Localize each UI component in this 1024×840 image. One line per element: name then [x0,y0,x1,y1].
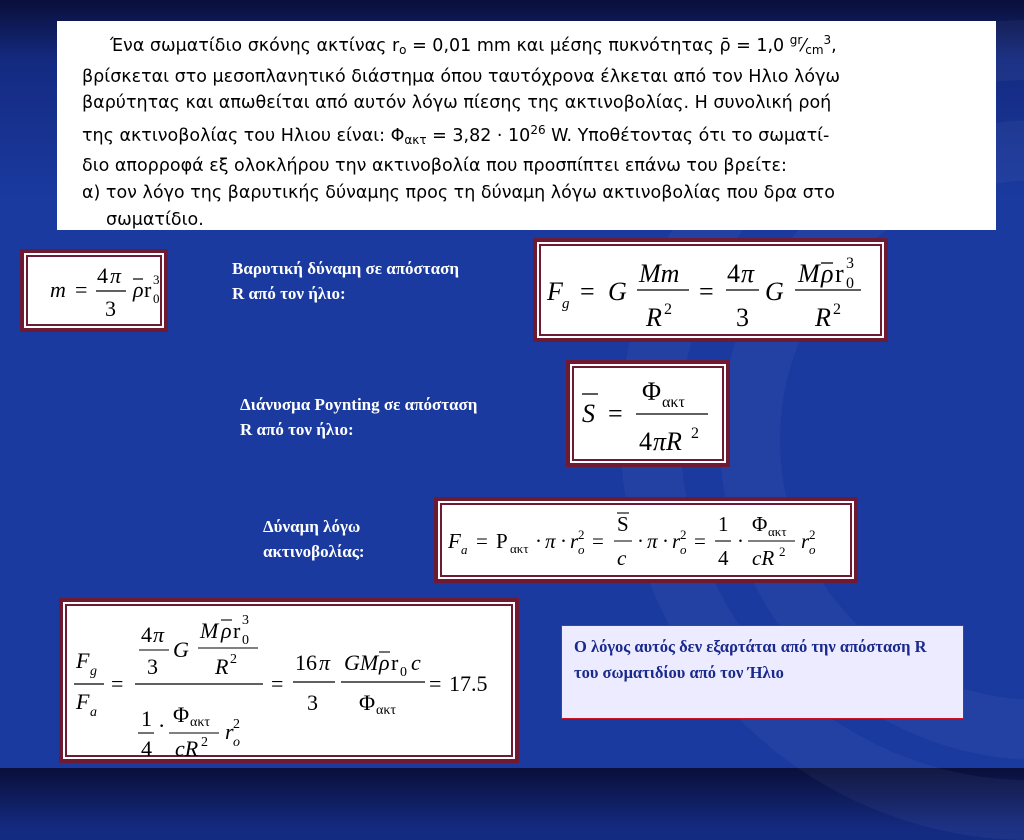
exponent: 26 [530,122,546,137]
svg-text:P: P [496,529,508,553]
svg-text:4: 4 [639,427,652,456]
svg-text:=: = [608,399,623,428]
svg-text:2: 2 [680,527,687,542]
subscript: o [399,43,407,57]
svg-text:4: 4 [141,736,152,761]
svg-text:F: F [547,277,563,306]
svg-text:2: 2 [664,301,672,318]
svg-text:ρ: ρ [821,259,834,288]
svg-text:0: 0 [153,291,160,306]
svg-text:g: g [90,664,97,679]
svg-text:c: c [411,650,421,675]
problem-statement [57,21,996,230]
svg-text:2: 2 [809,527,816,542]
svg-text:M: M [798,259,820,288]
gravity-formula [533,238,888,342]
svg-text:c: c [617,546,627,570]
rho-bar-symbol: ρ̄ [719,36,731,56]
svg-text:g: g [562,296,570,312]
svg-text:·: · [737,529,744,553]
problem-line-5: διο απορροφά εξ ολοκλήρου την ακτινοβολία που προσπίπτει επάνω του βρείτε: [82,156,787,177]
label-line: Βαρυτική δύναμη σε απόσταση [232,259,460,278]
svg-text:F: F [76,689,90,714]
problem-text: Ένα σωματίδιο σκόνης ακτίνας r [110,36,400,56]
svg-text:3: 3 [736,303,749,332]
svg-text:π: π [153,622,165,647]
gravity-label [232,256,459,306]
subscript: ακτ [404,132,427,147]
svg-text:π: π [319,650,331,675]
ratio-formula-box [59,598,519,763]
problem-text: , [831,36,837,56]
svg-text:R: R [815,303,831,332]
unit-numerator: gr [789,33,803,47]
svg-text:R: R [215,654,229,679]
svg-text:R: R [646,303,662,332]
svg-text:3: 3 [147,654,158,679]
svg-text:=: = [592,529,604,553]
svg-text:r: r [233,618,241,643]
svg-text:ρ: ρ [221,618,232,643]
problem-line-4 [82,117,976,154]
svg-text:G: G [765,277,784,306]
svg-text:r: r [835,259,844,288]
problem-text: W. Υποθέτοντας ότι το σωματί- [545,125,830,146]
svg-text:3: 3 [153,272,160,287]
svg-text:3: 3 [242,613,249,628]
svg-text:m: m [50,277,66,302]
problem-text: = 1,0 [730,36,790,56]
svg-text:Φ: Φ [642,377,662,406]
svg-text:2: 2 [230,652,237,667]
svg-text:F: F [448,529,461,553]
svg-text:F: F [76,648,90,673]
svg-text:·: · [560,529,567,553]
ratio-formula [59,598,519,763]
svg-text:a: a [90,705,97,720]
svg-text:2: 2 [833,301,841,318]
svg-text:0: 0 [846,275,854,292]
svg-text:o: o [233,735,240,750]
svg-text:o: o [680,542,687,557]
svg-text:ακτ: ακτ [376,703,397,718]
svg-text:1: 1 [718,512,729,536]
svg-text:2: 2 [691,425,699,442]
label-line: ακτινοβολίας: [263,542,365,561]
svg-text:ρ: ρ [379,650,390,675]
mass-formula [20,249,168,332]
svg-text:cR: cR [175,736,199,761]
problem-text: = 0,01 mm και μέσης πυκνότητας [406,36,720,56]
svg-text:·: · [662,529,669,553]
svg-text:a: a [461,542,468,557]
svg-text:G: G [173,637,189,662]
label-line: Δύναμη λόγω [263,517,361,536]
svg-text:=: = [580,277,595,306]
problem-text: = 3,82 · 10 [426,125,531,146]
svg-text:=: = [699,277,714,306]
label-line: R από τον ήλιο: [232,284,346,303]
poynting-label [240,392,477,442]
svg-text:r: r [391,650,399,675]
svg-text:ακτ: ακτ [768,524,787,539]
svg-text:M: M [200,618,219,643]
gravity-formula-box [533,238,888,342]
radiation-force-label [263,514,365,564]
svg-text:Φ: Φ [752,512,768,536]
svg-text:=: = [111,671,124,696]
label-line: R από τον ήλιο: [240,420,354,439]
svg-text:2: 2 [779,544,786,559]
problem-line-1: Ένα σωματίδιο σκόνης ακτίνας $r_o = 0,01$ mm και μέσης πυκνότητας ρ̄ = 1,0 $^{gr}⁄_{cm}^3$, [110,33,837,57]
radiation-force-formula-box [434,497,858,583]
svg-text:ακτ: ακτ [190,715,211,730]
mass-formula-box [20,249,168,332]
svg-text:4: 4 [141,622,152,647]
svg-text:3: 3 [105,296,116,321]
problem-line-2: βρίσκεται στο μεσοπλανητικό διάστημα όπου ταυτόχρονα έλκεται από τον Ηλιο λόγω [82,66,841,87]
conclusion-note: Ο λόγος αυτός δεν εξαρτάται από την απόσταση R του σωματιδίου από τον Ήλιο [561,625,964,719]
svg-text:ακτ: ακτ [662,394,685,411]
svg-text:r: r [672,529,681,553]
svg-text:cR: cR [752,546,775,570]
unit-exponent: 3 [823,33,832,47]
svg-text:3: 3 [846,255,854,272]
svg-text:G: G [608,277,627,306]
svg-text:2: 2 [201,735,208,750]
svg-text:S: S [617,512,629,536]
svg-text:π: π [741,259,755,288]
svg-text:π: π [110,263,122,288]
svg-text:π: π [545,529,556,553]
svg-text:4: 4 [97,263,108,288]
svg-text:=: = [476,529,488,553]
problem-question-a [82,180,976,230]
svg-text:=: = [271,671,284,696]
ratio-result: 17.5 [449,671,488,696]
svg-text:4: 4 [727,259,740,288]
svg-text:2: 2 [233,717,240,732]
problem-text: σωματίδιο. [106,209,204,230]
radiation-force-formula [434,497,858,583]
svg-text:·: · [637,529,644,553]
problem-text: της ακτινοβολίας του Ηλιου είναι: Φ [82,125,405,146]
svg-text:4: 4 [718,546,729,570]
svg-text:r: r [570,529,579,553]
svg-text:Φ: Φ [173,702,190,727]
svg-text:=: = [694,529,706,553]
svg-text:o: o [809,542,816,557]
svg-text:r: r [144,277,152,302]
svg-text:=: = [75,277,88,302]
svg-text:o: o [578,542,585,557]
unit-denominator: cm [805,43,824,57]
svg-text:GM: GM [344,650,379,675]
svg-text:0: 0 [242,633,249,648]
svg-text:π: π [647,529,658,553]
svg-text:=: = [429,671,442,696]
svg-text:2: 2 [578,527,585,542]
poynting-formula-box [566,360,730,467]
svg-text:r: r [225,719,234,744]
svg-text:Mm: Mm [639,259,680,288]
svg-text:ρ: ρ [133,277,144,302]
problem-line-3: βαρύτητας και απωθείται από αυτόν λόγω πίεσης της ακτινοβολίας. Η συνολική ροή [82,93,832,114]
svg-text:1: 1 [141,706,152,731]
svg-text:·: · [535,529,542,553]
svg-text:3: 3 [307,690,318,715]
svg-text:r: r [801,529,810,553]
svg-text:16: 16 [295,650,317,675]
poynting-formula [566,360,730,467]
svg-text:πR: πR [653,427,682,456]
label-line: Διάνυσμα Poynting σε απόσταση [240,395,478,414]
svg-text:ακτ: ακτ [510,541,529,556]
svg-text:·: · [158,713,166,738]
svg-text:S: S [582,399,595,428]
svg-text:0: 0 [400,665,407,680]
svg-text:Φ: Φ [359,690,376,715]
problem-text: α) τον λόγο της βαρυτικής δύναμης προς τη δύναμη λόγω ακτινοβολίας που δρα στο [82,182,835,203]
